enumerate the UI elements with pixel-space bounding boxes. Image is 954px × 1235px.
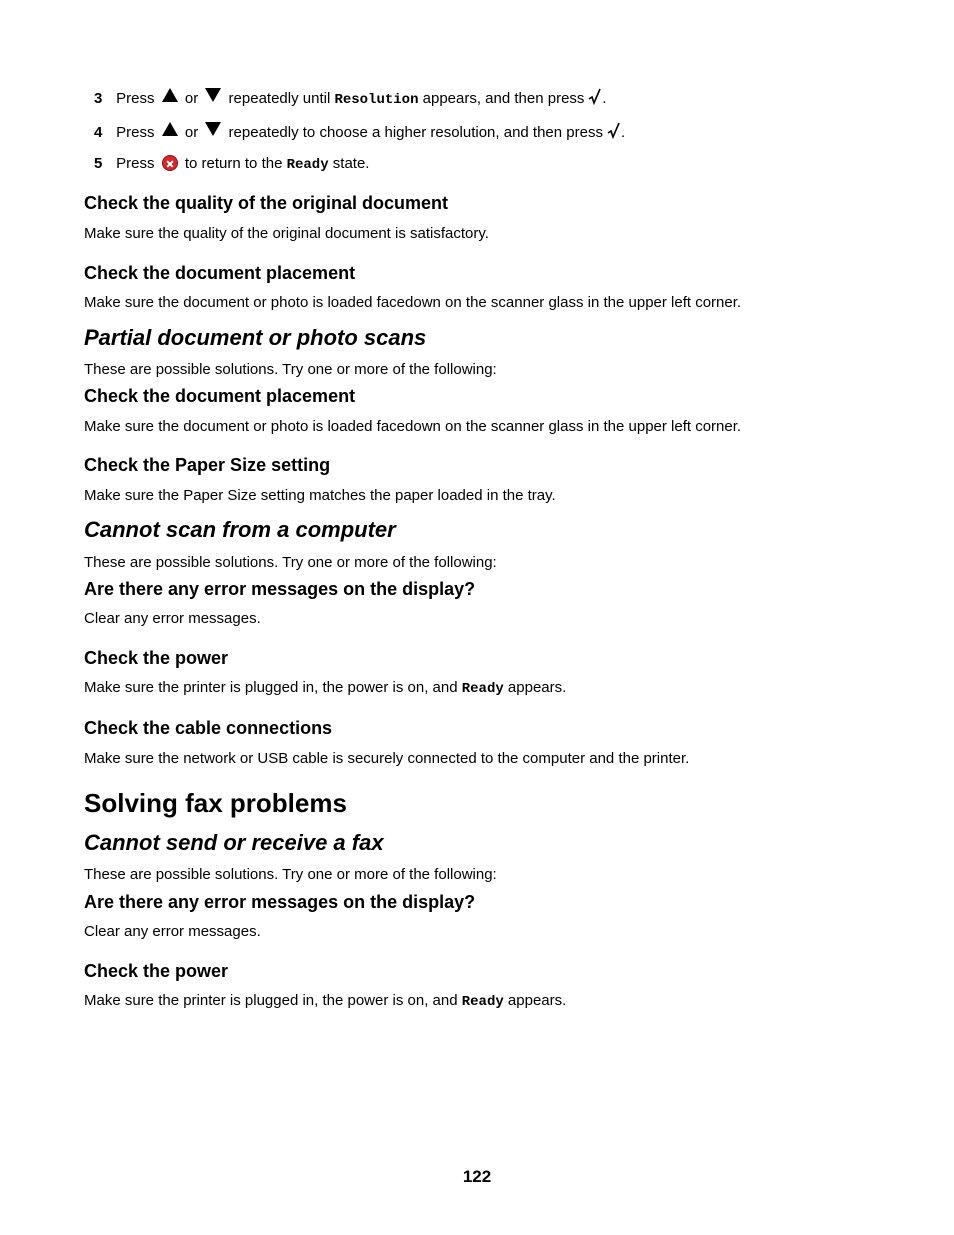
partial-placement-text: Make sure the document or photo is loaded facedown on the scanner glass in the upper left corner. <box>84 418 742 435</box>
up-arrow-icon <box>162 88 178 102</box>
placement-heading: Check the document placement <box>84 263 356 283</box>
fax-power-text <box>84 992 566 1010</box>
down-arrow-icon <box>205 88 221 102</box>
step-text: Press <box>116 155 155 172</box>
cannot-scan-title: Cannot scan from a computer <box>84 517 396 542</box>
scan-power-text <box>84 679 566 697</box>
body-text: appears. <box>507 992 567 1009</box>
step-text: repeatedly to choose a higher resolution, and then press <box>228 124 603 141</box>
ready-state-text: Ready <box>461 994 504 1010</box>
partial-scans-title: Partial document or photo scans <box>84 325 427 350</box>
scan-error-text: Clear any error messages. <box>84 610 261 627</box>
stop-icon <box>162 155 178 171</box>
step-text: or <box>184 90 199 107</box>
down-arrow-icon <box>205 122 221 136</box>
step-text: Press <box>116 90 155 107</box>
step-text: Press <box>116 124 155 141</box>
checkmark-icon <box>607 122 621 140</box>
fax-error-text: Clear any error messages. <box>84 923 261 940</box>
paper-size-heading: Check the Paper Size setting <box>84 455 331 475</box>
step-text: state. <box>332 155 370 172</box>
paper-size-text: Make sure the Paper Size setting matches the paper loaded in the tray. <box>84 487 556 504</box>
fax-error-heading: Are there any error messages on the display? <box>84 892 476 912</box>
ready-state-text: Ready <box>461 681 504 697</box>
fax-problems-title: Solving fax problems <box>84 788 347 818</box>
step-3 <box>94 88 607 109</box>
placement-text: Make sure the document or photo is loaded facedown on the scanner glass in the upper left corner. <box>84 294 742 311</box>
body-text: appears. <box>507 679 567 696</box>
fax-power-heading: Check the power <box>84 961 229 981</box>
resolution-menu-text: Resolution <box>334 92 419 108</box>
step-text: or <box>184 124 199 141</box>
body-text: Make sure the printer is plugged in, the power is on, and <box>84 679 458 696</box>
checkmark-icon <box>588 88 602 106</box>
step-text: . <box>602 90 607 107</box>
cable-text: Make sure the network or USB cable is securely connected to the computer and the printer. <box>84 750 690 767</box>
partial-scans-intro: These are possible solutions. Try one or more of the following: <box>84 361 497 378</box>
step-text: to return to the <box>184 155 283 172</box>
up-arrow-icon <box>162 122 178 136</box>
step-number: 5 <box>94 155 103 172</box>
step-number: 4 <box>94 124 103 141</box>
step-text: appears, and then press <box>422 90 585 107</box>
ready-state-text: Ready <box>286 157 329 173</box>
body-text: Make sure the printer is plugged in, the power is on, and <box>84 992 458 1009</box>
step-4 <box>94 122 625 142</box>
step-5 <box>94 155 369 174</box>
step-number: 3 <box>94 90 103 107</box>
cannot-fax-intro: These are possible solutions. Try one or more of the following: <box>84 866 497 883</box>
cannot-fax-title: Cannot send or receive a fax <box>84 830 384 855</box>
quality-heading: Check the quality of the original document <box>84 193 449 213</box>
cannot-scan-intro: These are possible solutions. Try one or more of the following: <box>84 554 497 571</box>
step-text: repeatedly until <box>228 90 331 107</box>
scan-power-heading: Check the power <box>84 648 229 668</box>
scan-error-heading: Are there any error messages on the display? <box>84 579 476 599</box>
step-text: . <box>620 124 626 141</box>
page-number: 122 <box>462 1167 492 1186</box>
partial-placement-heading: Check the document placement <box>84 386 356 406</box>
cable-heading: Check the cable connections <box>84 718 333 738</box>
quality-text: Make sure the quality of the original document is satisfactory. <box>84 225 489 242</box>
